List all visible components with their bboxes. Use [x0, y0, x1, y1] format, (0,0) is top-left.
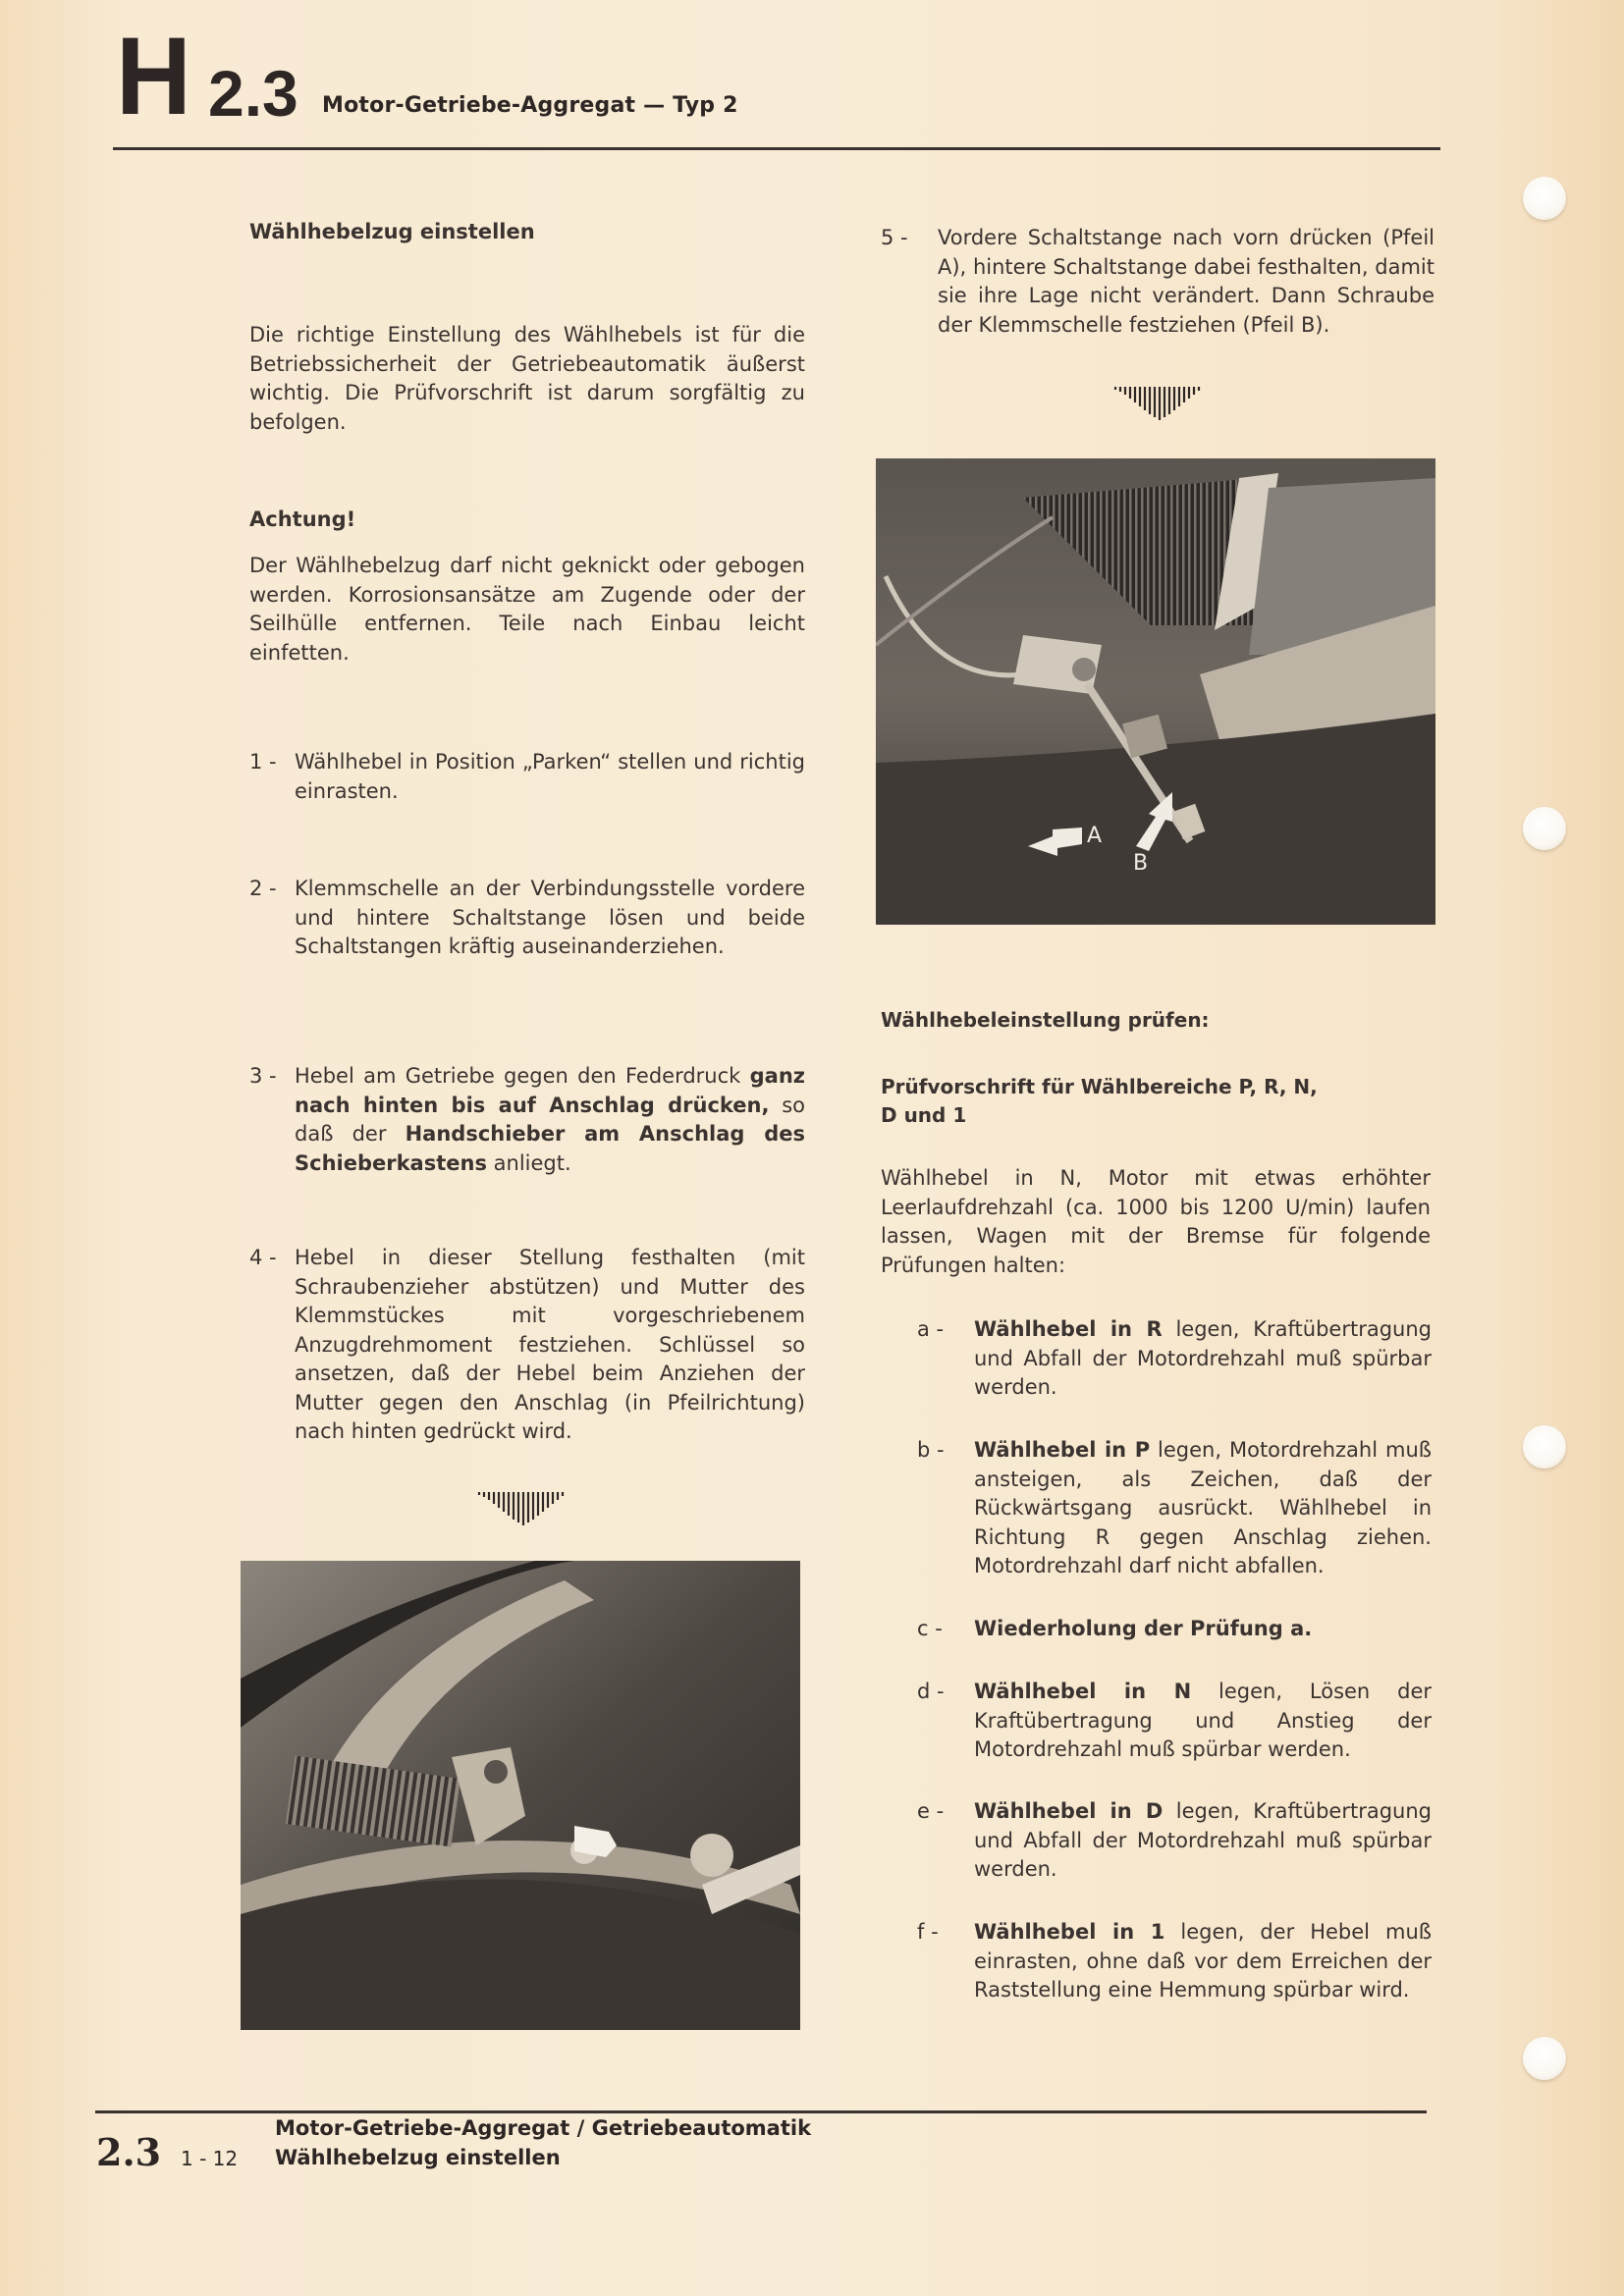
step-2: [249, 875, 805, 962]
step-text: Vordere Schaltstange nach vorn drücken (Pfeil A), hintere Schaltstange dabei festhalten, damit sie ihre Lage nicht verändert. Dann Schraube der Klemmschelle festziehen (Pfeil B).: [938, 226, 1435, 337]
check-heading: Wählhebeleinstellung prüfen:: [881, 1008, 1210, 1032]
photo-label-a: A: [1087, 824, 1103, 848]
step-1: [249, 748, 805, 806]
punch-hole: [1523, 2037, 1566, 2080]
check-text: [974, 1615, 1432, 1644]
check-letter: a -: [917, 1317, 945, 1341]
check-a: [917, 1315, 1432, 1403]
warning-heading: Achtung!: [249, 507, 356, 531]
step-number: 4 -: [249, 1246, 277, 1269]
step-text-plain: anliegt.: [486, 1150, 571, 1175]
footer-page-number: 1 - 12: [181, 2147, 239, 2170]
footer-rule: [95, 2110, 1427, 2113]
check-letter: b -: [917, 1438, 945, 1462]
check-letter: e -: [917, 1799, 945, 1823]
check-text-bold: Wählhebel in N: [974, 1680, 1192, 1703]
step-text: Wählhebel in Position „Parken“ stellen und richtig einrasten.: [295, 750, 805, 803]
step-3: [249, 1062, 805, 1178]
footer-topic: Wählhebelzug einstellen: [275, 2146, 561, 2169]
continue-arrow-icon: [1110, 385, 1208, 422]
step-4: [249, 1244, 805, 1447]
step-text-plain: Hebel am Getriebe gegen den Federdruck: [295, 1064, 750, 1088]
step-text-bold: Handschieber am Anschlag des Schieberkastens: [295, 1122, 805, 1175]
check-text-bold: Wählhebel in D: [974, 1799, 1164, 1823]
step-number: 3 -: [249, 1064, 277, 1088]
check-letter: f -: [917, 1920, 939, 1944]
step-text: Hebel in dieser Stellung festhalten (mit Schraubenzieher abstützen) und Mutter des Klemmstückes mit vorgeschriebenem Anzugdrehmoment festziehen. Schlüssel so ansetzen, daß der Hebel beim Anziehen der Mutter gegen den Anschlag (in Pfeilrichtung) nach hinten gedrückt wird.: [295, 1246, 805, 1443]
photo-shift-rod-clamp: [876, 458, 1435, 925]
header-rule: [113, 147, 1440, 150]
punch-hole: [1523, 177, 1566, 220]
step-text: Klemmschelle an der Verbindungsstelle vordere und hintere Schaltstange lösen und beide Schaltstangen kräftig auseinanderziehen.: [295, 877, 805, 958]
step-text-plain: so daß der: [295, 1093, 805, 1146]
step-number: 5 -: [881, 226, 908, 249]
check-text: [974, 1678, 1432, 1765]
check-text-bold: Wählhebel in 1: [974, 1920, 1165, 1944]
check-b: [917, 1436, 1432, 1581]
check-text-bold: Wählhebel in P: [974, 1438, 1151, 1462]
check-text: [974, 1918, 1432, 2005]
photo-illustration: [876, 458, 1435, 925]
check-e: [917, 1797, 1432, 1885]
step-number: 2 -: [249, 877, 277, 900]
photo-gear-lever-mechanism: [241, 1561, 800, 2030]
check-d: [917, 1678, 1432, 1765]
check-text-bold: Wiederholung der Prüfung a.: [974, 1617, 1313, 1640]
check-c: [917, 1615, 1432, 1644]
section-heading: Wählhebelzug einstellen: [249, 220, 535, 243]
photo-label-b: B: [1133, 851, 1149, 876]
step-number: 1 -: [249, 750, 277, 774]
step-text-bold: ganz nach hinten bis auf Anschlag drücken,: [295, 1064, 805, 1117]
check-intro: Wählhebel in N, Motor mit etwas erhöhter Leerlaufdrehzahl (ca. 1000 bis 1200 U/min) laufen lassen, Wagen mit der Bremse für folgende Prüfungen halten:: [881, 1166, 1431, 1277]
punch-hole: [1523, 807, 1566, 850]
section-letter: H: [116, 15, 189, 137]
section-number: 2.3: [208, 57, 298, 130]
continue-arrow-icon: [473, 1490, 571, 1527]
check-text-plain: legen, der Hebel muß einrasten, ohne daß vor dem Erreichen der Raststellung eine Hemmung spürbar wird.: [974, 1920, 1432, 2002]
check-subheading: Prüfvorschrift für Wählbereiche P, R, N, D und 1: [881, 1075, 1318, 1127]
check-text: [974, 1797, 1432, 1885]
check-letter: d -: [917, 1680, 945, 1703]
check-text-plain: legen, Lösen der Kraftübertragung und Anstieg der Motordrehzahl muß spürbar werden.: [974, 1680, 1433, 1761]
check-text-plain: legen, Motordrehzahl muß ansteigen, als Zeichen, daß der Rückwärtsgang ausrückt. Wählhebel in Richtung R gegen Anschlag ziehen. Motordrehzahl darf nicht abfallen.: [974, 1438, 1433, 1577]
check-text: [974, 1315, 1432, 1403]
punch-hole: [1523, 1425, 1566, 1468]
check-text-bold: Wählhebel in R: [974, 1317, 1163, 1341]
photo-illustration: [241, 1561, 800, 2030]
check-text: [974, 1436, 1432, 1581]
footer-section-number: 2.3: [96, 2130, 162, 2174]
step-text: [295, 1062, 805, 1178]
check-text-plain: legen, Kraftübertragung und Abfall der Motordrehzahl muß spürbar werden.: [974, 1799, 1432, 1881]
page-title: Motor-Getriebe-Aggregat — Typ 2: [322, 93, 738, 118]
check-f: [917, 1918, 1432, 2005]
intro-paragraph: Die richtige Einstellung des Wählhebels ist für die Betriebssicherheit der Getriebeautomatik äußerst wichtig. Die Prüfvorschrift ist darum sorgfältig zu befolgen.: [249, 323, 805, 434]
warning-paragraph: Der Wählhebelzug darf nicht geknickt oder gebogen werden. Korrosionsansätze am Zugende oder der Seilhülle entfernen. Teile nach Einbau leicht einfetten.: [249, 554, 805, 665]
check-letter: c -: [917, 1617, 943, 1640]
footer-chapter: Motor-Getriebe-Aggregat / Getriebeautomatik: [275, 2116, 812, 2140]
step-5: [881, 224, 1435, 340]
check-text-plain: legen, Kraftübertragung und Abfall der Motordrehzahl muß spürbar werden.: [974, 1317, 1432, 1399]
